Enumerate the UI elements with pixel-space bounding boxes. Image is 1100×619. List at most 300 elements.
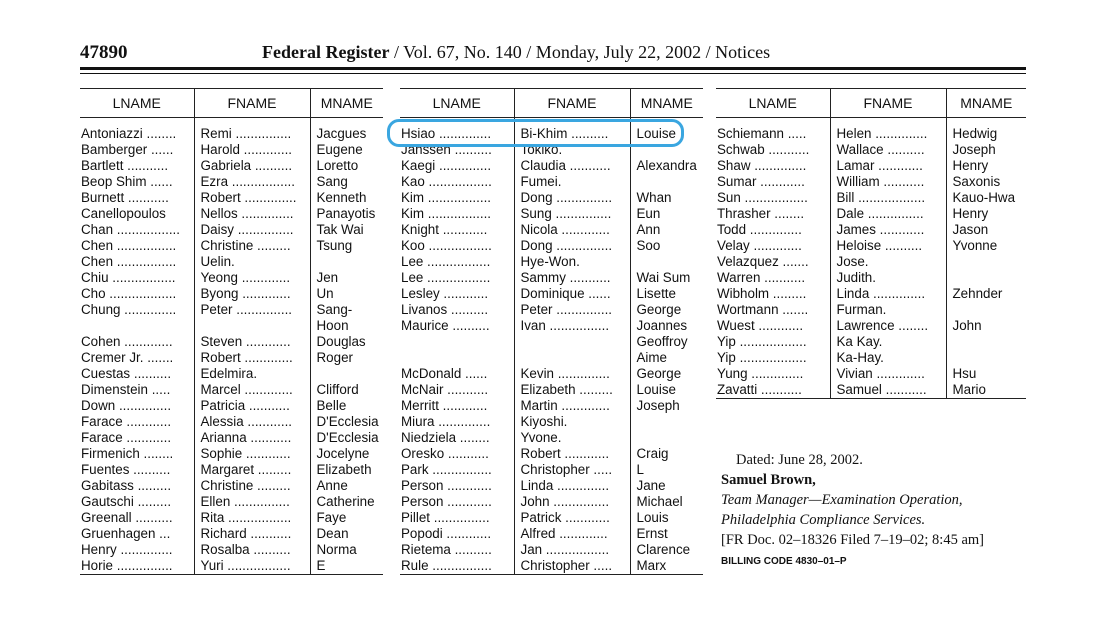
table-row	[80, 222, 383, 238]
table-row	[716, 206, 1026, 222]
middle-name-cell: Loretto	[310, 158, 383, 174]
middle-name-cell: George	[630, 302, 703, 318]
name-table	[716, 88, 1026, 399]
last-name-cell: Wortmann .......	[717, 302, 809, 317]
table-row	[400, 558, 703, 575]
signer-title-line-2: Philadelphia Compliance Services.	[721, 512, 926, 528]
last-name-cell: Niedziela ........	[401, 430, 490, 445]
table-row	[400, 254, 703, 270]
middle-name-cell: Jacgues	[310, 118, 383, 143]
first-name-cell: Linda ..............	[830, 286, 946, 302]
table-row	[400, 494, 703, 510]
first-name-cell: Nellos ..............	[194, 206, 310, 222]
middle-name-cell	[946, 350, 1026, 366]
table-row	[80, 270, 383, 286]
middle-name-cell	[946, 334, 1026, 350]
last-name-cell: Chiu .................	[81, 270, 176, 285]
middle-name-cell: Yvonne	[946, 238, 1026, 254]
last-name-cell: Cohen .............	[81, 334, 173, 349]
first-name-cell: Samuel ...........	[830, 382, 946, 399]
first-name-cell: Patrick ............	[514, 510, 630, 526]
last-name-cell: Pillet ...............	[401, 510, 490, 525]
middle-name-cell	[310, 366, 383, 382]
last-name-cell: Koo .................	[401, 238, 492, 253]
first-name-cell: Robert ............	[514, 446, 630, 462]
first-name-cell: Vivian .............	[830, 366, 946, 382]
running-head	[262, 42, 770, 63]
first-name-cell: Kevin ..............	[514, 366, 630, 382]
name-table-column-3	[716, 88, 1026, 399]
first-name-cell: Heloise ..........	[830, 238, 946, 254]
middle-name-cell: Clifford	[310, 382, 383, 398]
table-row	[400, 174, 703, 190]
middle-name-cell: Belle	[310, 398, 383, 414]
middle-name-cell: Faye	[310, 510, 383, 526]
last-name-cell: Henry ..............	[81, 542, 173, 557]
last-name-cell: Schwab ...........	[717, 142, 810, 157]
table-row	[80, 302, 383, 318]
page-number: 47890	[80, 42, 128, 63]
last-name-cell: Sun .................	[717, 190, 808, 205]
last-name-cell: Dimenstein .....	[81, 382, 171, 397]
first-name-cell: Jan .................	[514, 542, 630, 558]
first-name-cell: Arianna ...........	[194, 430, 310, 446]
table-row	[80, 158, 383, 174]
middle-name-cell: L	[630, 462, 703, 478]
first-name-cell: Rita .................	[194, 510, 310, 526]
middle-name-cell: Henry	[946, 206, 1026, 222]
signature-block	[721, 450, 1026, 572]
first-name-cell: Steven ............	[194, 334, 310, 350]
last-name-cell: Gautschi .........	[81, 494, 172, 509]
last-name-cell: Velay .............	[717, 238, 802, 253]
last-name-cell: Down ..............	[81, 398, 172, 413]
middle-name-cell: Hsu	[946, 366, 1026, 382]
table-row	[400, 302, 703, 318]
middle-name-cell: Soo	[630, 238, 703, 254]
last-name-cell: Kim .................	[401, 190, 492, 205]
first-name-cell: Patricia ...........	[194, 398, 310, 414]
first-name-cell: Jose.	[830, 254, 946, 270]
table-row	[80, 526, 383, 542]
fr-doc-line: [FR Doc. 02–18326 Filed 7–19–02; 8:45 am]	[721, 532, 985, 548]
last-name-cell: Cuestas ..........	[81, 366, 172, 381]
middle-name-cell: Jocelyne	[310, 446, 383, 462]
table-row	[80, 478, 383, 494]
last-name-cell	[400, 334, 514, 350]
table-row	[400, 478, 703, 494]
last-name-cell: Velazquez .......	[717, 254, 809, 269]
table-row	[80, 462, 383, 478]
middle-name-cell	[310, 254, 383, 270]
middle-name-cell	[630, 174, 703, 190]
middle-name-cell: Joannes	[630, 318, 703, 334]
middle-name-cell	[630, 254, 703, 270]
middle-name-cell: Un	[310, 286, 383, 302]
first-name-cell: Hye-Won.	[514, 254, 630, 270]
middle-name-cell: Catherine	[310, 494, 383, 510]
table-row	[80, 414, 383, 430]
header-rule-thin	[80, 73, 1026, 74]
first-name-cell: Alfred .............	[514, 526, 630, 542]
column-header-fname: FNAME	[514, 89, 630, 118]
last-name-cell: Livanos ..........	[401, 302, 489, 317]
last-name-cell: Fuentes ..........	[81, 462, 171, 477]
first-name-cell: Christine .........	[194, 478, 310, 494]
last-name-cell: Firmenich ........	[81, 446, 174, 461]
first-name-cell: Elizabeth .........	[514, 382, 630, 398]
middle-name-cell: Alexandra	[630, 158, 703, 174]
first-name-cell: Tokiko.	[514, 142, 630, 158]
middle-name-cell	[630, 414, 703, 430]
table-row	[716, 158, 1026, 174]
last-name-cell: Todd ..............	[717, 222, 802, 237]
signer-name: Samuel Brown,	[721, 472, 816, 488]
middle-name-cell: Tsung	[310, 238, 383, 254]
last-name-cell: Miura ..............	[401, 414, 491, 429]
middle-name-cell: Ann	[630, 222, 703, 238]
first-name-cell: Remi ...............	[194, 118, 310, 143]
middle-name-cell: Saxonis	[946, 174, 1026, 190]
first-name-cell: Dong ...............	[514, 190, 630, 206]
first-name-cell: Yuri .................	[194, 558, 310, 575]
middle-name-cell: Sang-	[310, 302, 383, 318]
last-name-cell: Warren ...........	[717, 270, 806, 285]
table-row	[80, 350, 383, 366]
first-name-cell: William ...........	[830, 174, 946, 190]
middle-name-cell: Jason	[946, 222, 1026, 238]
middle-name-cell: D'Ecclesia	[310, 430, 383, 446]
table-row	[400, 190, 703, 206]
first-name-cell: Margaret .........	[194, 462, 310, 478]
last-name-cell: Chung ..............	[81, 302, 177, 317]
first-name-cell: Christopher .....	[514, 462, 630, 478]
last-name-cell: Kaegi ..............	[401, 158, 492, 173]
middle-name-cell: Anne	[310, 478, 383, 494]
column-header-lname: LNAME	[400, 89, 514, 118]
first-name-cell: Ezra .................	[194, 174, 310, 190]
last-name-cell: Yung ..............	[717, 366, 804, 381]
first-name-cell: Lamar ............	[830, 158, 946, 174]
table-row	[716, 318, 1026, 334]
name-table-column-1	[80, 88, 383, 575]
first-name-cell: Linda ..............	[514, 478, 630, 494]
first-name-cell: Peter ...............	[194, 302, 310, 318]
first-name-cell: Sammy ...........	[514, 270, 630, 286]
first-name-cell: Robert ..............	[194, 190, 310, 206]
first-name-cell: Dale ...............	[830, 206, 946, 222]
table-row	[716, 286, 1026, 302]
table-row	[80, 190, 383, 206]
table-row	[80, 446, 383, 462]
table-row	[400, 414, 703, 430]
middle-name-cell: Zehnder	[946, 286, 1026, 302]
last-name-cell: Gruenhagen ...	[81, 526, 171, 541]
table-row	[716, 118, 1026, 143]
table-row	[400, 366, 703, 382]
last-name-cell	[400, 350, 514, 366]
middle-name-cell: Whan	[630, 190, 703, 206]
column-header-mname: MNAME	[630, 89, 703, 118]
first-name-cell: Kiyoshi.	[514, 414, 630, 430]
column-header-mname: MNAME	[310, 89, 383, 118]
table-row	[80, 542, 383, 558]
first-name-cell: Ka Kay.	[830, 334, 946, 350]
middle-name-cell: Kenneth	[310, 190, 383, 206]
first-name-cell: Ivan ................	[514, 318, 630, 334]
middle-name-cell	[946, 302, 1026, 318]
middle-name-cell: Panayotis	[310, 206, 383, 222]
table-row	[80, 398, 383, 414]
middle-name-cell: Louis	[630, 510, 703, 526]
first-name-cell: Christine .........	[194, 238, 310, 254]
table-row	[80, 174, 383, 190]
table-row	[400, 382, 703, 398]
table-row	[716, 222, 1026, 238]
middle-name-cell: Joseph	[946, 142, 1026, 158]
middle-name-cell: Wai Sum	[630, 270, 703, 286]
table-row	[400, 270, 703, 286]
table-row	[80, 334, 383, 350]
issue-info: / Vol. 67, No. 140 / Monday, July 22, 2002 / Notices	[389, 42, 771, 62]
table-row	[400, 286, 703, 302]
middle-name-cell: Roger	[310, 350, 383, 366]
table-row	[716, 366, 1026, 382]
first-name-cell: Harold .............	[194, 142, 310, 158]
dated-line: Dated: June 28, 2002.	[736, 452, 863, 468]
name-table	[80, 88, 383, 575]
middle-name-cell: John	[946, 318, 1026, 334]
last-name-cell: Lee .................	[401, 270, 491, 285]
last-name-cell: Kim .................	[401, 206, 492, 221]
first-name-cell: Nicola .............	[514, 222, 630, 238]
last-name-cell: Chan .................	[81, 222, 180, 237]
middle-name-cell: Douglas	[310, 334, 383, 350]
row-highlight-annotation	[387, 119, 684, 147]
table-row	[716, 254, 1026, 270]
first-name-cell: Richard ...........	[194, 526, 310, 542]
middle-name-cell: Clarence	[630, 542, 703, 558]
signer-title-line-1: Team Manager—Examination Operation,	[721, 492, 963, 508]
last-name-cell: Person ............	[401, 494, 492, 509]
middle-name-cell: Joseph	[630, 398, 703, 414]
table-row	[716, 190, 1026, 206]
table-row	[400, 462, 703, 478]
table-row	[400, 430, 703, 446]
last-name-cell: Shaw ..............	[717, 158, 807, 173]
last-name-cell: Burnett ...........	[81, 190, 169, 205]
middle-name-cell: Norma	[310, 542, 383, 558]
last-name-cell: McDonald ......	[401, 366, 488, 381]
middle-name-cell: George	[630, 366, 703, 382]
table-row	[716, 350, 1026, 366]
last-name-cell: Chen ................	[81, 254, 177, 269]
middle-name-cell: Geoffroy	[630, 334, 703, 350]
last-name-cell: Bartlett ...........	[81, 158, 169, 173]
first-name-cell	[514, 334, 630, 350]
last-name-cell: Rule ................	[400, 558, 514, 575]
table-row	[716, 382, 1026, 399]
first-name-cell: Judith.	[830, 270, 946, 286]
last-name-cell: Wibholm .........	[717, 286, 807, 301]
middle-name-cell: Jane	[630, 478, 703, 494]
table-row	[400, 510, 703, 526]
page-header	[80, 42, 1026, 66]
first-name-cell: Martin .............	[514, 398, 630, 414]
first-name-cell	[514, 350, 630, 366]
middle-name-cell: Marx	[630, 558, 703, 575]
first-name-cell: Yeong .............	[194, 270, 310, 286]
first-name-cell: Bi-Khim ..........	[514, 118, 630, 143]
last-name-cell: Yip ..................	[717, 350, 807, 365]
middle-name-cell: Sang	[310, 174, 383, 190]
last-name-cell: Chen ................	[81, 238, 177, 253]
middle-name-cell: Kauo-Hwa	[946, 190, 1026, 206]
publication-name: Federal Register	[262, 42, 390, 62]
middle-name-cell	[946, 270, 1026, 286]
last-name-cell: Farace ............	[81, 430, 172, 445]
first-name-cell: Sophie ............	[194, 446, 310, 462]
table-row	[80, 510, 383, 526]
table-row	[716, 270, 1026, 286]
first-name-cell: Peter ...............	[514, 302, 630, 318]
first-name-cell: Ka-Hay.	[830, 350, 946, 366]
last-name-cell: Hsiao ..............	[401, 126, 492, 141]
last-name-cell	[80, 318, 194, 334]
middle-name-cell: Louise	[630, 118, 703, 143]
middle-name-cell: Hedwig	[946, 118, 1026, 143]
table-row	[400, 238, 703, 254]
first-name-cell: Yvone.	[514, 430, 630, 446]
last-name-cell: Farace ............	[81, 414, 172, 429]
last-name-cell: Sumar ............	[717, 174, 805, 189]
name-table	[400, 88, 703, 575]
billing-code: BILLING CODE 4830–01–P	[721, 556, 847, 567]
first-name-cell: John ...............	[514, 494, 630, 510]
first-name-cell: Dominique ......	[514, 286, 630, 302]
first-name-cell: Rosalba ..........	[194, 542, 310, 558]
middle-name-cell: Elizabeth	[310, 462, 383, 478]
first-name-cell: Alessia ............	[194, 414, 310, 430]
middle-name-cell: Eugene	[310, 142, 383, 158]
table-row	[80, 142, 383, 158]
column-header-lname: LNAME	[80, 89, 194, 118]
table-row	[400, 318, 703, 334]
table-row	[80, 238, 383, 254]
table-row	[80, 286, 383, 302]
last-name-cell: Janssen ..........	[401, 142, 492, 157]
last-name-cell: Yip ..................	[717, 334, 807, 349]
last-name-cell: Zavatti ...........	[716, 382, 830, 399]
first-name-cell: Edelmira.	[194, 366, 310, 382]
table-row	[400, 446, 703, 462]
first-name-cell: Uelin.	[194, 254, 310, 270]
first-name-cell: Byong .............	[194, 286, 310, 302]
first-name-cell: Daisy ...............	[194, 222, 310, 238]
table-row	[716, 302, 1026, 318]
column-header-fname: FNAME	[830, 89, 946, 118]
middle-name-cell: Ernst	[630, 526, 703, 542]
last-name-cell: McNair ...........	[401, 382, 489, 397]
last-name-cell: Popodi ............	[401, 526, 492, 541]
last-name-cell: Cremer Jr. .......	[81, 350, 174, 365]
first-name-cell: Dong ...............	[514, 238, 630, 254]
middle-name-cell: Dean	[310, 526, 383, 542]
middle-name-cell: Henry	[946, 158, 1026, 174]
middle-name-cell	[630, 430, 703, 446]
last-name-cell: Schiemann .....	[717, 126, 807, 141]
first-name-cell: Gabriela ..........	[194, 158, 310, 174]
last-name-cell: Beop Shim ......	[81, 174, 173, 189]
first-name-cell: Helen ..............	[830, 118, 946, 143]
last-name-cell: Lee .................	[401, 254, 491, 269]
table-row	[716, 174, 1026, 190]
table-row	[400, 398, 703, 414]
middle-name-cell	[946, 254, 1026, 270]
last-name-cell: Knight ............	[401, 222, 488, 237]
column-header-fname: FNAME	[194, 89, 310, 118]
middle-name-cell: Jen	[310, 270, 383, 286]
middle-name-cell: Tak Wai	[310, 222, 383, 238]
table-row	[80, 318, 383, 334]
middle-name-cell: Aime	[630, 350, 703, 366]
middle-name-cell: Michael	[630, 494, 703, 510]
table-row	[716, 238, 1026, 254]
header-rule-thick	[80, 67, 1026, 70]
first-name-cell: Marcel .............	[194, 382, 310, 398]
table-row	[716, 142, 1026, 158]
table-row	[400, 334, 703, 350]
middle-name-cell: Eun	[630, 206, 703, 222]
first-name-cell	[194, 318, 310, 334]
table-row	[400, 350, 703, 366]
first-name-cell: Ellen ...............	[194, 494, 310, 510]
middle-name-cell: Lisette	[630, 286, 703, 302]
last-name-cell: Gabitass .........	[81, 478, 172, 493]
last-name-cell: Bamberger ......	[81, 142, 174, 157]
column-header-mname: MNAME	[946, 89, 1026, 118]
table-row	[400, 222, 703, 238]
last-name-cell: Person ............	[401, 478, 492, 493]
table-row	[80, 118, 383, 143]
table-row	[716, 334, 1026, 350]
middle-name-cell: Craig	[630, 446, 703, 462]
first-name-cell: Wallace ..........	[830, 142, 946, 158]
first-name-cell: Robert .............	[194, 350, 310, 366]
first-name-cell: Fumei.	[514, 174, 630, 190]
table-row	[400, 158, 703, 174]
middle-name-cell: D'Ecclesia	[310, 414, 383, 430]
last-name-cell: Horie ...............	[80, 558, 194, 575]
table-row	[400, 526, 703, 542]
first-name-cell: Sung ...............	[514, 206, 630, 222]
last-name-cell: Cho ..................	[81, 286, 177, 301]
last-name-cell: Merritt ............	[401, 398, 488, 413]
last-name-cell: Greenall ..........	[81, 510, 173, 525]
first-name-cell: Bill ..................	[830, 190, 946, 206]
last-name-cell: Kao .................	[401, 174, 492, 189]
middle-name-cell: Hoon	[310, 318, 383, 334]
last-name-cell: Canellopoulos	[81, 206, 166, 221]
last-name-cell: Rietema ..........	[401, 542, 492, 557]
first-name-cell: Lawrence ........	[830, 318, 946, 334]
last-name-cell: Oresko ...........	[401, 446, 489, 461]
middle-name-cell: E	[310, 558, 383, 575]
table-row	[80, 558, 383, 575]
middle-name-cell: Mario	[946, 382, 1026, 399]
table-row	[80, 366, 383, 382]
last-name-cell: Wuest ............	[717, 318, 804, 333]
